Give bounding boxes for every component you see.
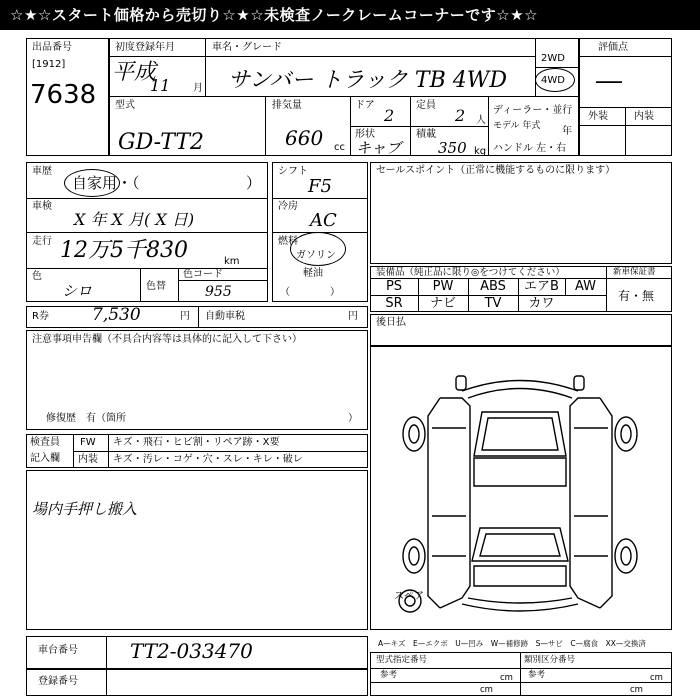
dealer-label: ディーラー・並行 <box>493 105 573 116</box>
dealer-year-unit: 年 <box>562 126 572 137</box>
fix-cm4: cm <box>630 685 643 695</box>
fix-label2: 類別区分番号 <box>524 655 576 665</box>
load-label: 積載 <box>416 129 436 140</box>
fix-ref1: 参考 <box>380 670 398 680</box>
sales-label: セールスポイント（正常に機能するものに限ります） <box>376 165 616 176</box>
lot-sub: [1912] <box>32 59 66 70</box>
load-value: 350 <box>438 139 467 157</box>
model-label: 車名・グレード <box>212 42 282 53</box>
grade-ext: 外装 <box>588 111 608 122</box>
equipment-cert-value: 有・無 <box>618 289 655 303</box>
displacement-value: 660 <box>285 126 324 150</box>
grade-value: ― <box>596 66 622 96</box>
inspector-nai: 内装 <box>78 454 98 465</box>
capacity-label: 定員 <box>416 100 436 111</box>
equip-aw: AW <box>574 279 597 294</box>
dealer-handle: ハンドル 左・右 <box>493 143 567 154</box>
doors-value: 2 <box>384 106 395 125</box>
lot-label: 出品番号 <box>32 42 72 53</box>
doors-label: ドア <box>355 100 375 111</box>
grade-int: 内装 <box>634 111 654 122</box>
chassis-label: 車台番号 <box>38 645 78 656</box>
fuel-gas: ガソリン <box>296 250 336 261</box>
reg-label: 初度登録年月 <box>115 42 175 53</box>
inspector-note: 場内手押し搬入 <box>32 500 138 518</box>
model-value: サンバー トラック TB 4WD <box>228 68 507 93</box>
history-label: 車歴 <box>32 166 52 177</box>
inspector-fw: FW <box>80 437 96 448</box>
recycle-value: 7,530 <box>92 305 141 325</box>
fuel-label: 燃料 <box>278 236 298 247</box>
lot-number: 7638 <box>30 80 97 110</box>
fix-cm1: cm <box>500 673 513 683</box>
inspector-nai-text: キズ・汚レ・コゲ・穴・スレ・キレ・破レ <box>113 454 303 465</box>
fix-ref2: 参考 <box>528 670 546 680</box>
fix-cm2: cm <box>650 673 663 683</box>
header-banner: ☆★☆スタート価格から売切り☆★☆未検査ノークレームコーナーです☆★☆ <box>0 0 700 30</box>
color-value: シロ <box>62 282 93 300</box>
type-value: GD-TT2 <box>118 130 205 155</box>
fix-label1: 型式指定番号 <box>376 655 428 665</box>
equip-sr: SR <box>385 296 403 311</box>
equip-tv: TV <box>484 296 502 311</box>
type-label: 型式 <box>115 100 135 111</box>
after-label: 後日払 <box>376 317 406 328</box>
history-circle <box>64 169 120 197</box>
sales-box <box>370 162 672 264</box>
inspection-label: 車検 <box>32 201 52 212</box>
equipment-cert-label: 新車保証書 <box>613 267 656 277</box>
inspector-fw-text: キズ・飛石・ヒビ割・リペア跡・X要 <box>113 437 280 448</box>
ac-value: AC <box>310 210 337 231</box>
shift-label: シフト <box>278 166 308 177</box>
color-code-label: 色コード <box>183 269 223 280</box>
notes-repair: 修復歴 有（箇所 <box>46 413 126 424</box>
color-code: 955 <box>205 284 232 300</box>
notes-label: 注意事項申告欄（不具合内容等は具体的に記入して下さい） <box>32 334 302 345</box>
grade-label: 評価点 <box>598 42 628 53</box>
capacity-unit: 人 <box>476 115 486 126</box>
equip-ps: PS <box>385 279 403 294</box>
history-close: ） <box>246 174 262 192</box>
reg-era: 平成 <box>112 60 157 85</box>
tax-unit: 円 <box>348 311 358 322</box>
color-change-label: 色替 <box>146 281 166 292</box>
shape-value: キャブ <box>356 139 402 157</box>
recycle-unit: 円 <box>180 311 190 322</box>
drive-circle <box>535 68 575 92</box>
equipment-label: 装備品（純正品に限り◎をつけてください） <box>376 267 565 278</box>
history-value: 自家用・（ <box>72 174 140 192</box>
ac-label: 冷房 <box>278 201 298 212</box>
shape-label: 形状 <box>355 129 375 140</box>
drive-4wd: 4WD <box>541 75 565 86</box>
tax-label: 自動車税 <box>205 311 245 322</box>
plate-label: 登録番号 <box>38 676 78 687</box>
load-unit: kg <box>474 146 487 157</box>
equip-pw: PW <box>432 279 454 294</box>
displacement-unit: cc <box>334 142 345 153</box>
color-label: 色 <box>32 271 42 282</box>
mileage-label: 走行 <box>32 236 52 247</box>
inspector-label2: 記入欄 <box>30 453 60 464</box>
equip-navi: ナビ <box>429 296 456 311</box>
drive-2wd: 2WD <box>541 53 565 64</box>
fuel-circle <box>290 232 346 266</box>
displacement-label: 排気量 <box>272 100 302 111</box>
reg-month-unit: 月 <box>193 83 203 94</box>
equip-abs: ABS <box>480 279 506 294</box>
legend-text: A—キズ E—エクボ U—凹み W—補修跡 S—サビ C—腐食 XX—交換済 <box>378 639 646 648</box>
capacity-value: 2 <box>455 106 466 125</box>
reg-year: 11 <box>150 76 171 95</box>
free-note-box <box>26 470 368 630</box>
mileage-unit: km <box>224 256 240 267</box>
dealer-model-year: モデル 年式 <box>493 121 541 131</box>
after-box <box>370 314 672 346</box>
chassis-value: TT2-033470 <box>130 639 253 663</box>
inspector-label1: 検査員 <box>30 437 60 448</box>
recycle-box <box>26 306 368 328</box>
equip-airbag: エアB <box>524 279 559 294</box>
fix-cm3: cm <box>480 685 493 695</box>
spare-label: スペア <box>394 591 424 602</box>
notes-close: ） <box>348 413 358 424</box>
inspection-value: X 年 X 月( X 日) <box>74 210 195 229</box>
fuel-paren: （ ） <box>280 287 340 298</box>
equip-leather: カワ <box>528 296 555 311</box>
mileage-value: 12万5千830 <box>60 238 188 263</box>
fuel-diesel: 軽油 <box>303 268 323 279</box>
car-diagram <box>370 346 672 630</box>
recycle-label: R券 <box>32 311 49 322</box>
shift-value: F5 <box>308 176 332 197</box>
